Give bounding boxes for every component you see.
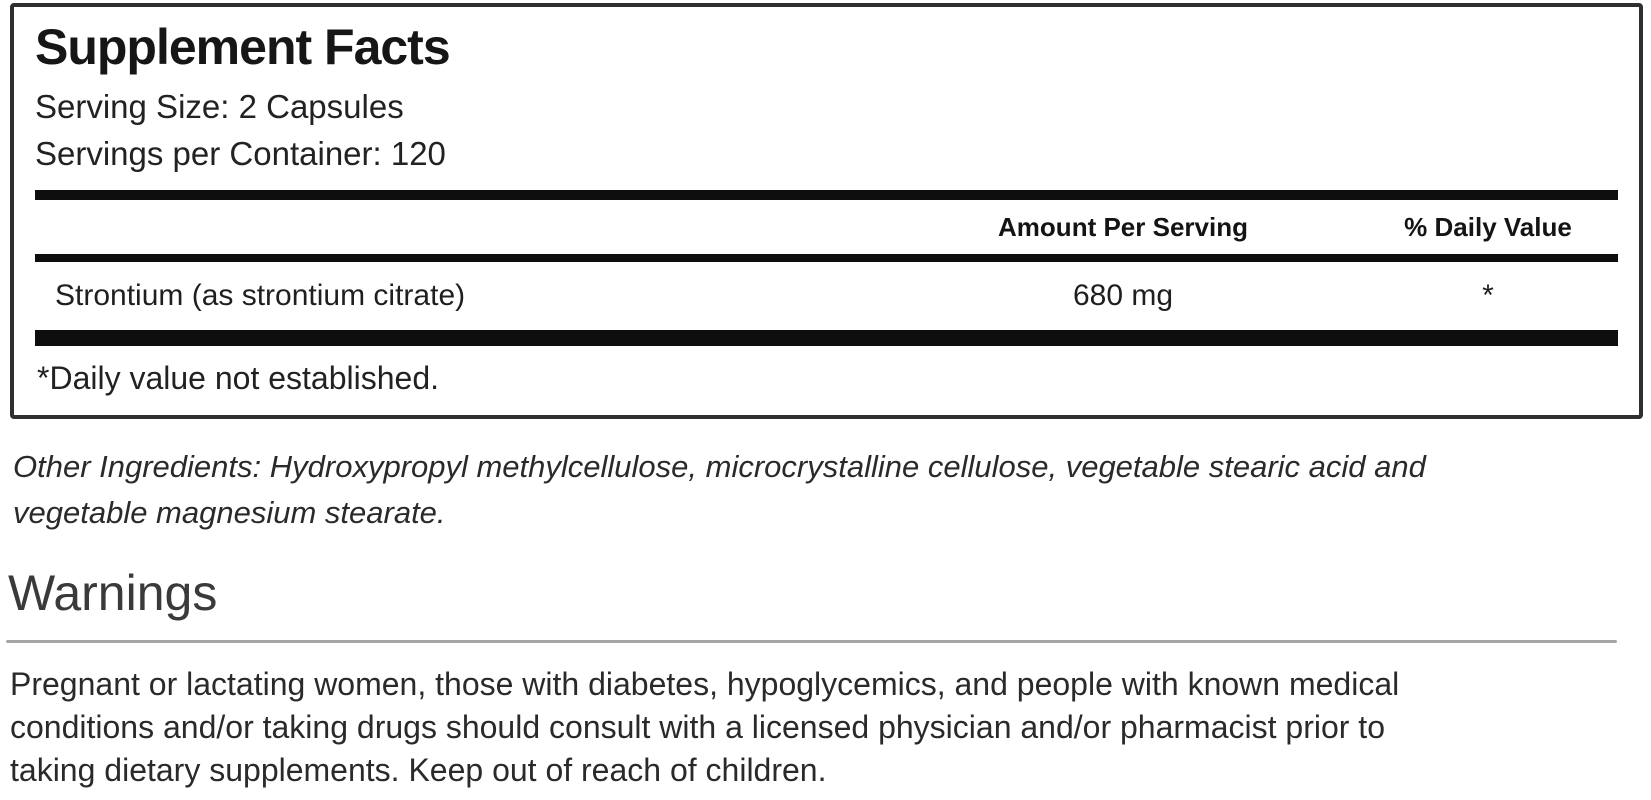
divider-bar-middle (35, 254, 1618, 262)
warnings-text (10, 663, 1399, 792)
daily-value-footnote: *Daily value not established. (37, 360, 440, 396)
divider-bar-bottom (35, 330, 1618, 346)
other-ingredients-line: vegetable magnesium stearate. (13, 495, 446, 530)
other-ingredients-line: Other Ingredients: Hydroxypropyl methylcellulose, microcrystalline cellulose, vegetable stearic acid and (13, 449, 1426, 484)
servings-per-container: Servings per Container: 120 (35, 135, 446, 172)
supplement-facts-panel (10, 3, 1643, 419)
other-ingredients (13, 444, 1426, 536)
facts-title: Supplement Facts (35, 19, 450, 75)
table-row (35, 262, 1618, 330)
ingredient-amount: 680 mg (1072, 279, 1174, 312)
warnings-line: taking dietary supplements. Keep out of reach of children. (10, 752, 827, 788)
serving-size: Serving Size: 2 Capsules (35, 88, 404, 125)
warnings-title: Warnings (8, 565, 218, 621)
facts-header-row (35, 200, 1618, 254)
serving-info (35, 83, 1618, 177)
warnings-divider (6, 640, 1617, 643)
daily-value-header: % Daily Value (1404, 211, 1572, 242)
ingredient-daily-value: * (1482, 279, 1494, 312)
ingredient-name: Strontium (as strontium citrate) (55, 279, 466, 312)
warnings-line: Pregnant or lactating women, those with diabetes, hypoglycemics, and people with known medical (10, 666, 1400, 702)
amount-per-serving-header: Amount Per Serving (998, 211, 1248, 242)
warnings-line: conditions and/or taking drugs should consult with a licensed physician and/or pharmacist prior to (10, 709, 1385, 745)
divider-bar-top (35, 190, 1618, 200)
